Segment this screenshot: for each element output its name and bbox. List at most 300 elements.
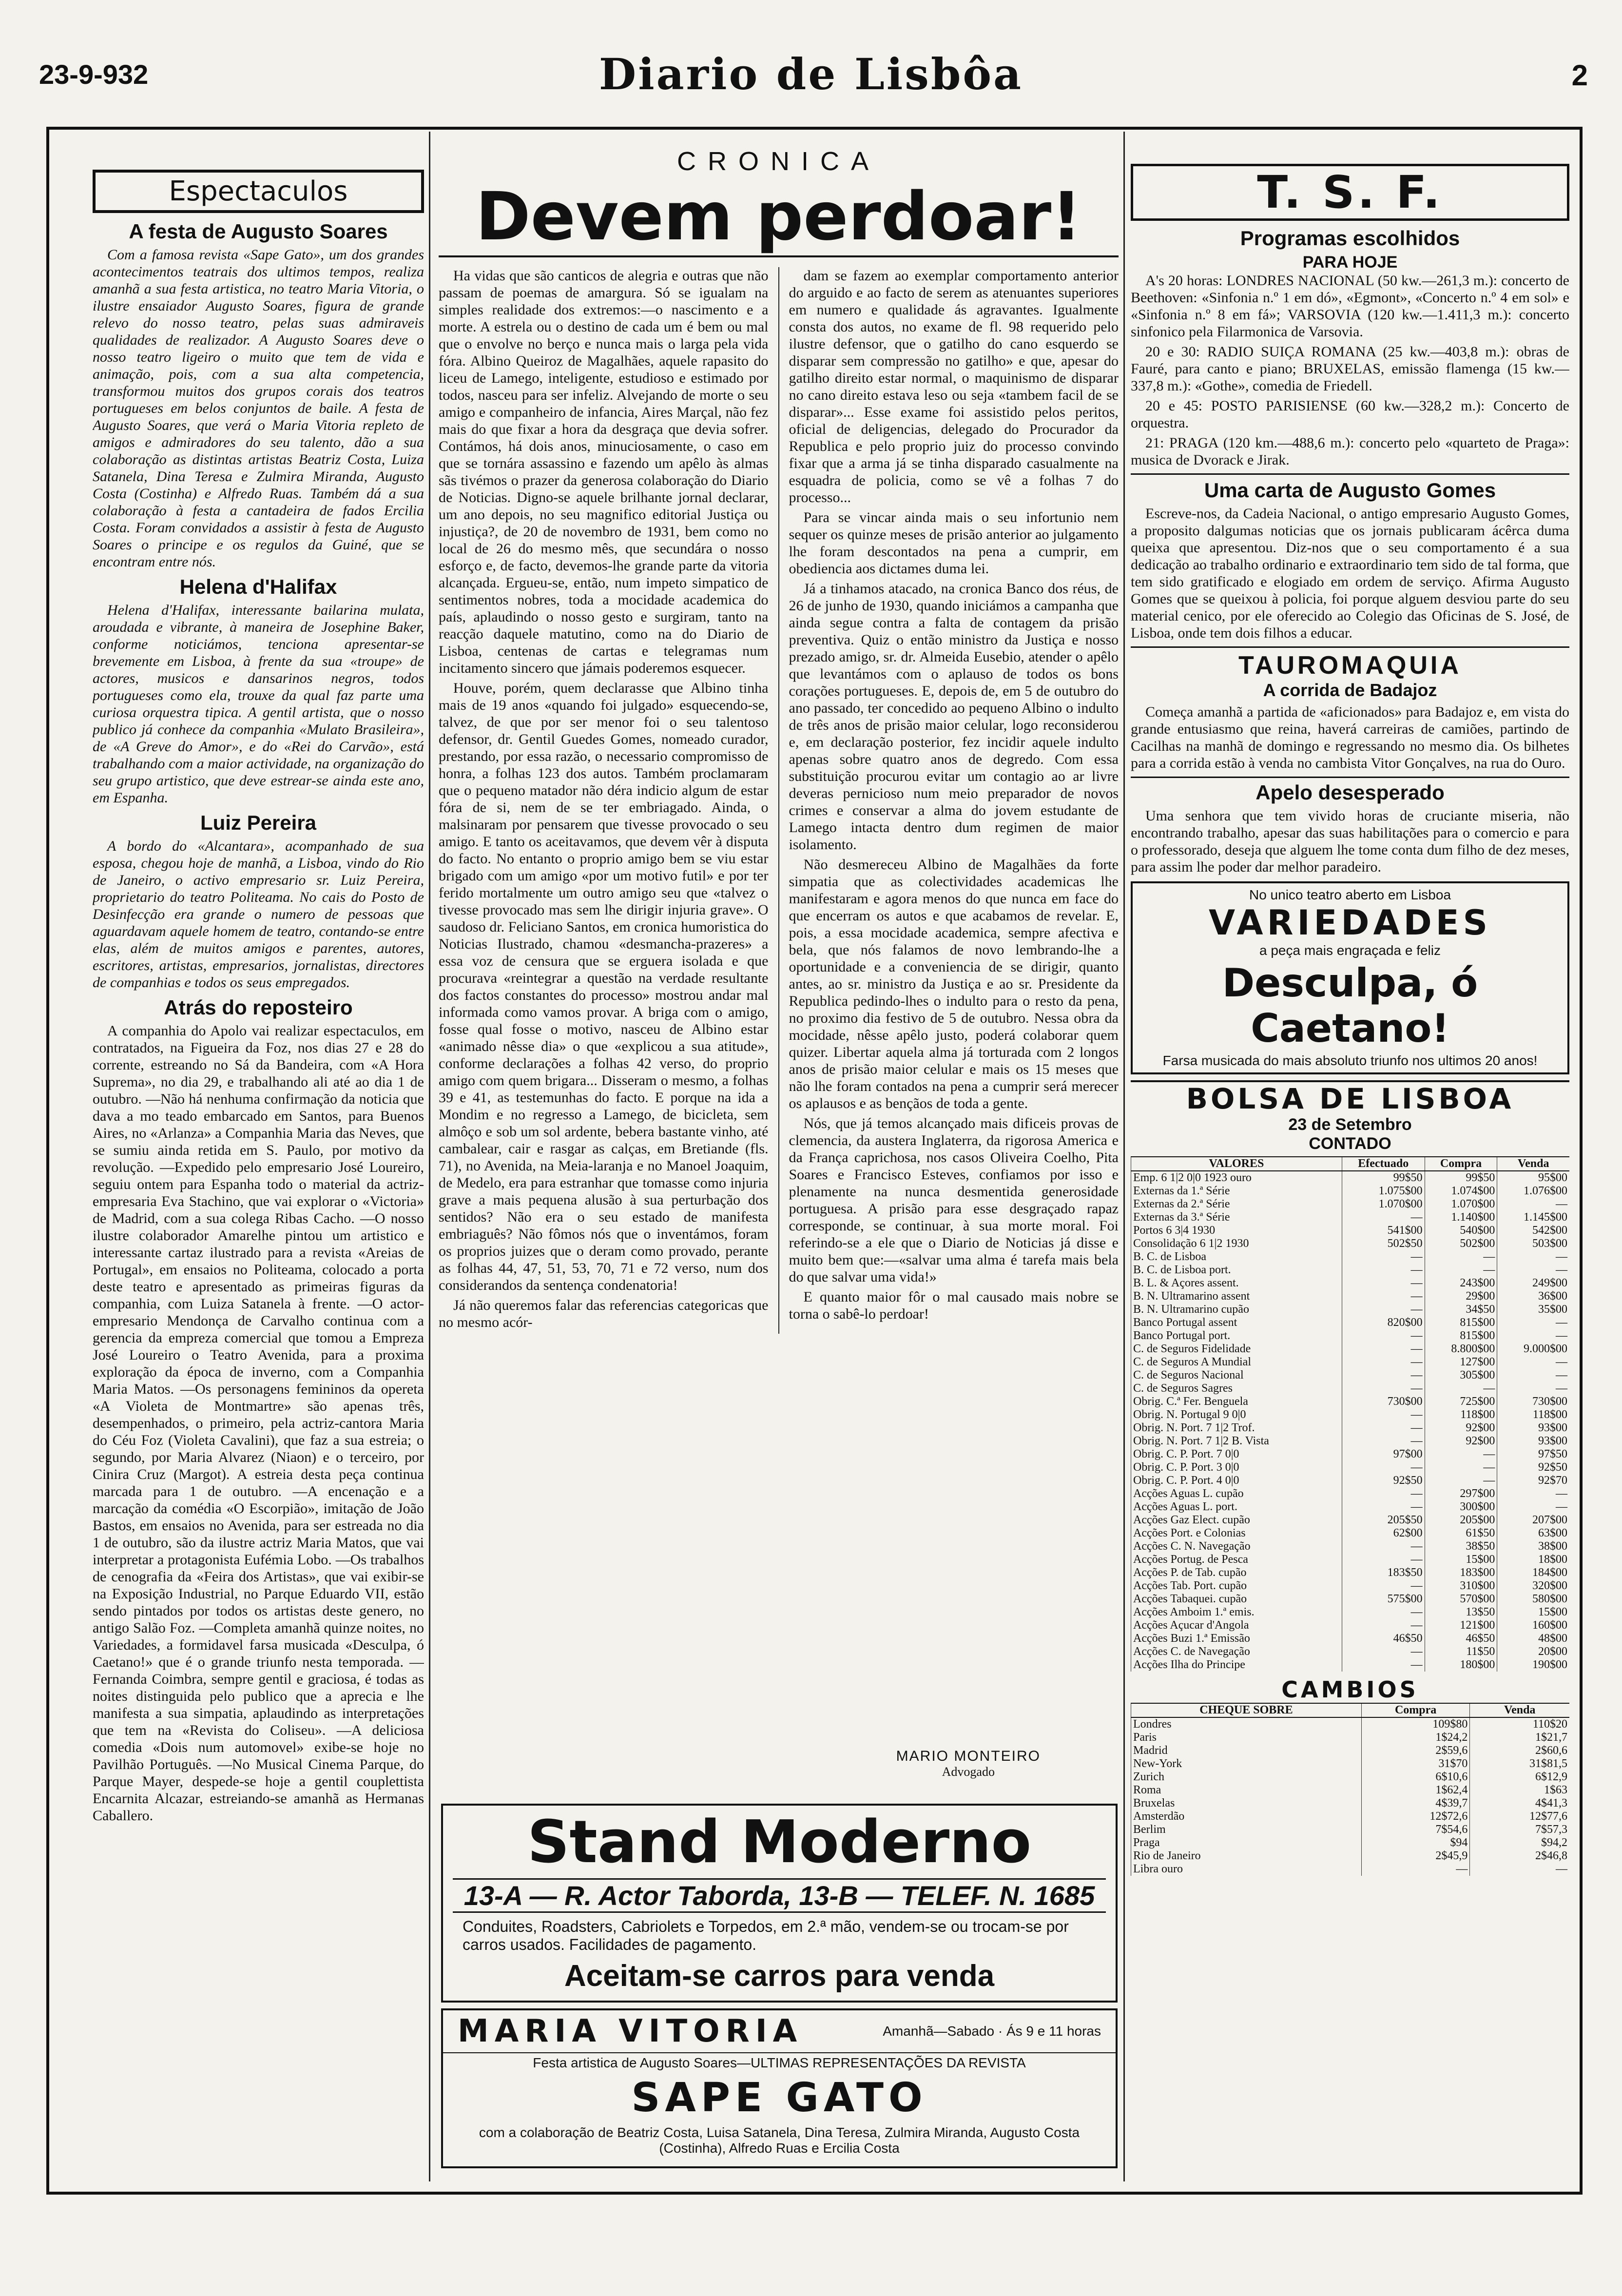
table-cell: 2$46,8	[1470, 1849, 1569, 1863]
table-row	[1131, 1863, 1570, 1876]
table-cell: Acções Buzi 1.ª Emissão	[1131, 1632, 1342, 1645]
tsf-subtitle: Programas escolhidos	[1240, 227, 1460, 250]
table-cell: 575$00	[1342, 1593, 1425, 1606]
table-cell: 92$70	[1497, 1474, 1569, 1487]
table-cell: —	[1425, 1474, 1497, 1487]
spectacle-heading: Atrás do reposteiro	[164, 996, 353, 1019]
table-row	[1131, 1797, 1570, 1810]
table-cell: 12$77,6	[1470, 1810, 1569, 1823]
table-cell: —	[1342, 1211, 1425, 1224]
table-cell: —	[1342, 1461, 1425, 1474]
table-cell: Obrig. C. P. Port. 4 0|0	[1131, 1474, 1342, 1487]
table-cell: 305$00	[1425, 1369, 1497, 1382]
table-cell: Acções C. N. Navegação	[1131, 1540, 1342, 1553]
table-cell: 730$00	[1497, 1395, 1569, 1408]
table-cell: —	[1425, 1264, 1497, 1277]
table-header: Compra	[1361, 1703, 1470, 1717]
table-cell: 320$00	[1497, 1579, 1569, 1593]
chronicle-paragraph: Para se vincar ainda mais o seu infortunio nem sequer os quinze meses de prisão anterior ao julgamento lhe foram descontados na pena a cumprir, em obediencia aos dictames duma lei.	[789, 509, 1119, 577]
table-cell: —	[1342, 1329, 1425, 1343]
table-row	[1131, 1717, 1570, 1731]
table-cell: Obrig. C. P. Port. 7 0|0	[1131, 1448, 1342, 1461]
table-row	[1131, 1823, 1570, 1836]
table-cell: Madrid	[1131, 1744, 1362, 1757]
table-row	[1131, 1771, 1570, 1784]
table-row	[1131, 1461, 1570, 1474]
table-cell: Obrig. N. Port. 7 1|2 B. Vista	[1131, 1435, 1342, 1448]
table-cell: —	[1425, 1382, 1497, 1395]
table-cell: 7$54,6	[1361, 1823, 1470, 1836]
table-cell: 48$00	[1497, 1632, 1569, 1645]
table-row	[1131, 1619, 1570, 1632]
table-cell: 820$00	[1342, 1316, 1425, 1329]
issue-date: 23-9-932	[39, 59, 149, 90]
table-cell: —	[1342, 1606, 1425, 1619]
right-column	[1131, 161, 1569, 2169]
table-cell: 183$50	[1342, 1566, 1425, 1579]
table-cell: 160$00	[1497, 1619, 1569, 1632]
table-cell: —	[1342, 1421, 1425, 1435]
table-cell: 12$72,6	[1361, 1810, 1470, 1823]
table-header: Efectuado	[1342, 1157, 1425, 1171]
table-row	[1131, 1421, 1570, 1435]
ad-title: MARIA VITORIA	[458, 2013, 803, 2049]
table-cell: —	[1497, 1198, 1569, 1211]
table-cell: Roma	[1131, 1784, 1362, 1797]
table-cell: 95$00	[1497, 1171, 1569, 1185]
table-cell: 205$50	[1342, 1514, 1425, 1527]
table-cell: 541$00	[1342, 1224, 1425, 1237]
table-cell: 20$00	[1497, 1645, 1569, 1658]
table-row	[1131, 1211, 1570, 1224]
table-cell: —	[1342, 1277, 1425, 1290]
table-row	[1131, 1343, 1570, 1356]
table-cell: Acções Portug. de Pesca	[1131, 1553, 1342, 1566]
table-row	[1131, 1500, 1570, 1514]
variedades-line1: No unico teatro aberto em Lisboa	[1249, 887, 1451, 902]
table-cell: Banco Portugal assent	[1131, 1316, 1342, 1329]
table-cell: 205$00	[1425, 1514, 1497, 1527]
tsf-program: 21: PRAGA (120 km.—488,6 m.): concerto pelo «quarteto de Praga»: musica de Dvorack e Jirak.	[1131, 435, 1569, 468]
bolsa-title: BOLSA DE LISBOA	[1131, 1080, 1569, 1115]
table-cell: 34$50	[1425, 1303, 1497, 1316]
tsf-program: A's 20 horas: LONDRES NACIONAL (50 kw.—261,3 m.): concerto de Beethoven: «Sinfonia n.º 1 em dó», «Egmont», «Concerto n.º 4 em sol» e «Sinfonia n.º 8 em fá»; VARSOVIA (120 kw.—1.411,3 m.): concerto sinfonico pela Filarmonica de Varsovia.	[1131, 272, 1569, 340]
table-header: CHEQUE SOBRE	[1131, 1703, 1362, 1717]
table-row	[1131, 1836, 1570, 1849]
table-row	[1131, 1316, 1570, 1329]
chronicle-text-col2	[789, 267, 1119, 1334]
table-cell: Acções P. de Tab. cupão	[1131, 1566, 1342, 1579]
cambios-table	[1131, 1703, 1569, 1876]
table-cell: —	[1342, 1303, 1425, 1316]
column-rule	[1123, 132, 1125, 2181]
table-cell: B. C. de Lisboa port.	[1131, 1264, 1342, 1277]
table-cell: 503$00	[1497, 1237, 1569, 1250]
table-cell: Libra ouro	[1131, 1863, 1362, 1876]
table-row	[1131, 1632, 1570, 1645]
chronicle-paragraph: Houve, porém, quem declarasse que Albino tinha mais de 19 anos «quando foi julgado» esquecendo-se, talvez, de que por ser menor foi o seu talentoso defensor, dr. Gentil Guedes Gomes, nomeado curador, prestando, por essa razão, o necessario compromisso de honra, a folhas 123 dos autos. Também proclamaram que o pequeno matador não déra indicio algum de estar fóra de si, nem de se ter embriagado. Ainda, o malsinaram por pensarem que tivesse provocado o seu amigo. E tanto os aceitavamos, que devem vêr à disputa do facto. No entanto o proprio amigo bem se viu estar brigado com um amigo «por um motivo futil» e por ter ferido mortalmente um outro amigo seu que «talvez o tivesse provocado mas sem lhe dirigir injuria grave». O saudoso dr. Feliciano Santos, em cronica humoristica do Noticias Ilustrado, chamou «desmancha-prazeres» a essa voz de censura que se erguera isolada e que procurava «reintegrar a questão na verdade resultante dos factos constantes do processo» mostrou andar mal informada como vamos provar. A briga com o amigo, fosse qual fosse o motivo, nasceu de Albino estar «animado nêsse dia» o que «explicou a sua atitude», conforme declarações a folhas 42 verso, do proprio amigo com quem brigara... Disseram o mesmo, a folhas 39 e 41, as testemunhas do facto. E porque na ida a Mondim e no regresso a Lamego, de bicicleta, sem almôço e sob um sol ardente, bebera bastante vinho, até cambalear, cair e rasgar as calças, em Bretiande (fls. 71), no Avenida, na Meia-laranja e no Manoel Joaquim, de Medelo, era para estranhar que tomasse como injuria grave a mais pequena alusão à sua perturbação dos sentidos? Não era o seu estado de manifesta embriaguês? Não fômos nós que o inventámos, foram os proprios juizes que o deram como provado, perante as folhas 44, 47, 51, 53, 70, 71 e 72 verso, num dos considerandos da sentença condenatoria!	[439, 680, 769, 1293]
table-cell: 99$50	[1425, 1171, 1497, 1185]
table-cell: Acções Ilha do Principe	[1131, 1658, 1342, 1672]
table-cell: 92$50	[1497, 1461, 1569, 1474]
table-cell: 815$00	[1425, 1316, 1497, 1329]
ad-address: 13-A — R. Actor Taborda, 13-B — TELEF. N. 1685	[453, 1878, 1106, 1913]
table-cell: 184$00	[1497, 1566, 1569, 1579]
table-cell: 11$50	[1425, 1645, 1497, 1658]
table-row	[1131, 1593, 1570, 1606]
table-cell: 1.140$00	[1425, 1211, 1497, 1224]
table-cell: —	[1342, 1500, 1425, 1514]
table-cell: —	[1425, 1448, 1497, 1461]
table-cell: 93$00	[1497, 1435, 1569, 1448]
chronicle-paragraph: dam se fazem ao exemplar comportamento anterior do arguido e ao facto de serem as atenuantes superiores em numero e qualidade ás agravantes. Igualmente consta dos autos, no exame de fl. 98 requerido pelo ilustre defensor, que o gatilho do cano esquerdo se disparar sem compressão no gatilho» e que, apesar do gatilho direito estar normal, o maquinismo de disparar no cano direito estava leso ou seja «tambem facil de se disparar»... Esse exame foi assistido pelos peritos, oficial de deligencias, delegado do Procurador da Republica e pelo proprio juiz do processo convindo fixar que a arma já se tinha disparado casualmente na esquadra de policia, como se vê a folhas 7 do processo...	[789, 268, 1119, 506]
table-cell: Externas da 1.ª Série	[1131, 1185, 1342, 1198]
table-cell: C. de Seguros Sagres	[1131, 1382, 1342, 1395]
carta-title: Uma carta de Augusto Gomes	[1131, 473, 1569, 502]
spectacle-heading: A festa de Augusto Soares	[129, 220, 388, 243]
table-cell: 4$41,3	[1470, 1797, 1569, 1810]
table-row	[1131, 1329, 1570, 1343]
table-cell: —	[1342, 1369, 1425, 1382]
table-cell: Londres	[1131, 1717, 1362, 1731]
table-cell: —	[1425, 1461, 1497, 1474]
table-row	[1131, 1658, 1570, 1672]
chronicle-text-col1	[439, 267, 769, 1334]
table-cell: 725$00	[1425, 1395, 1497, 1408]
table-cell: 93$00	[1497, 1421, 1569, 1435]
table-row	[1131, 1395, 1570, 1408]
chronicle-headline: Devem perdoar!	[439, 178, 1119, 257]
table-cell: Consolidação 6 1|2 1930	[1131, 1237, 1342, 1250]
table-cell: 1.076$00	[1497, 1185, 1569, 1198]
table-cell: 7$57,3	[1470, 1823, 1569, 1836]
table-cell: B. L. & Açores assent.	[1131, 1277, 1342, 1290]
table-row	[1131, 1744, 1570, 1757]
table-cell: $94,2	[1470, 1836, 1569, 1849]
table-cell: 13$50	[1425, 1606, 1497, 1619]
table-cell: —	[1497, 1316, 1569, 1329]
table-cell: —	[1497, 1500, 1569, 1514]
table-cell: Paris	[1131, 1731, 1362, 1744]
tauromaquia-subtitle: A corrida de Badajoz	[1263, 680, 1437, 700]
table-row	[1131, 1448, 1570, 1461]
table-row	[1131, 1264, 1570, 1277]
table-cell: 92$50	[1342, 1474, 1425, 1487]
table-cell: 121$00	[1425, 1619, 1497, 1632]
apelo-text: Uma senhora que tem vivido horas de cruciante miseria, não encontrando trabalho, apesar das suas habilitações para o comercio e para o professorado, deseja que alguem lhe tome conta dum filho de dez meses, para assim lhe poder dar melhor paradeiro.	[1131, 808, 1569, 875]
table-cell: —	[1497, 1329, 1569, 1343]
table-header: Venda	[1497, 1157, 1569, 1171]
table-cell: 180$00	[1425, 1658, 1497, 1672]
table-cell: C. de Seguros Fidelidade	[1131, 1343, 1342, 1356]
variedades-show: Desculpa, ó Caetano!	[1222, 960, 1478, 1051]
table-cell: 540$00	[1425, 1224, 1497, 1237]
table-row	[1131, 1277, 1570, 1290]
table-cell: 6$10,6	[1361, 1771, 1470, 1784]
table-cell: New-York	[1131, 1757, 1362, 1771]
chronicle-paragraph: Ha vidas que são canticos de alegria e outras que não passam de poemas de amargura. Só se igualam na simples realidade dos extremos:—o nascimento e a morte. A estrela ou o destino de cada um é bem ou mal que o envolve no berço e nunca mais o larga pela vida fóra. Albino Queiroz de Magalhães, aquele rapasito do liceu de Lamego, inteligente, estudioso e estimado por todos, nasceu para ser infeliz. Alvejando de morte o seu amigo e companheiro de infancia, Aires Marçal, não fez mais do que fixar a hora da desgraça que devia sofrer. Contámos, há dois anos, minuciosamente, o caso em que se tornára assassino e fazendo um apêlo às almas sãs tivémos o prazer da generosa colaboração do Diario de Noticias. Digno-se aquele brilhante jornal declarar, um ano depois, no seu magnifico editorial Justiça ou injustiça?, de 20 de novembro de 1931, bem como no local de 26 do mesmo mês, que secundára o nosso esforço e, de facto, devemos-lhe grande parte da vitoria alcançada. Ergueu-se, então, num impeto simpatico de sentimentos nobres, toda a mocidade academica do país, aplaudindo o nosso gesto e surgiram, tanto na reacção daquele matutino, como na do Diario de Lisboa, centenas de cartas e telegramas num incitamento sincero que jámais poderemos esquecer.	[439, 268, 769, 676]
spectacles-list	[93, 220, 424, 1824]
table-cell: 38$00	[1497, 1540, 1569, 1553]
table-row	[1131, 1540, 1570, 1553]
table-cell: 1$24,2	[1361, 1731, 1470, 1744]
table-cell: —	[1342, 1264, 1425, 1277]
stand-moderno-ad	[441, 1804, 1118, 2003]
table-cell: —	[1497, 1487, 1569, 1500]
table-row	[1131, 1474, 1570, 1487]
table-cell: Obrig. N. Port. 7 1|2 Trof.	[1131, 1421, 1342, 1435]
table-cell: Zurich	[1131, 1771, 1362, 1784]
table-cell: Portos 6 3|4 1930	[1131, 1224, 1342, 1237]
column-rule	[429, 132, 430, 2181]
table-cell: 4$39,7	[1361, 1797, 1470, 1810]
table-cell: 542$00	[1497, 1224, 1569, 1237]
table-cell: —	[1342, 1290, 1425, 1303]
table-cell: 62$00	[1342, 1527, 1425, 1540]
table-cell: 118$00	[1497, 1408, 1569, 1421]
table-cell: —	[1497, 1250, 1569, 1264]
table-cell: Externas da 2.ª Série	[1131, 1198, 1342, 1211]
table-cell: 31$81,5	[1470, 1757, 1569, 1771]
variedades-line3: Farsa musicada do mais absoluto triunfo nos ultimos 20 anos!	[1162, 1053, 1538, 1068]
table-cell: Acções Aguas L. port.	[1131, 1500, 1342, 1514]
table-cell: —	[1342, 1343, 1425, 1356]
table-cell: 92$00	[1425, 1435, 1497, 1448]
table-cell: —	[1342, 1645, 1425, 1658]
chronicle-paragraph: Já não queremos falar das referencias categoricas que no mesmo acór-	[439, 1297, 769, 1330]
variedades-title: VARIEDADES	[1209, 903, 1491, 943]
table-cell: Obrig. N. Portugal 9 0|0	[1131, 1408, 1342, 1421]
table-cell: Acções Port. e Colonias	[1131, 1527, 1342, 1540]
table-cell: B. N. Ultramarino assent	[1131, 1290, 1342, 1303]
cambios-title: CAMBIOS	[1281, 1676, 1419, 1703]
table-cell: 249$00	[1497, 1277, 1569, 1290]
table-cell: 29$00	[1425, 1290, 1497, 1303]
ad-show-title: SAPE GATO	[631, 2075, 927, 2121]
table-cell: —	[1425, 1250, 1497, 1264]
table-row	[1131, 1810, 1570, 1823]
table-row	[1131, 1237, 1570, 1250]
table-cell: 183$00	[1425, 1566, 1497, 1579]
table-cell: Praga	[1131, 1836, 1362, 1849]
table-row	[1131, 1731, 1570, 1744]
carta-text: Escreve-nos, da Cadeia Nacional, o antigo empresario Augusto Gomes, a proposito dalgumas noticias que os jornais publicaram ácêrca duma queixa que apresentou. Diz-nos que o seu comportamento é a sua dedicação ao trabalho ordinario e extraordinario tem sido de tal forma, que tem sido gratificado e elogiado em ordem de serviço. Afirma Augusto Gomes que se queixou à policia, foi porque alguem desviou parte do seu material cenico, por ele oferecido ao Colegio das Oficinas de S. José, de Lisboa, onde tem dois filhos a educar.	[1131, 506, 1569, 641]
table-cell: 2$59,6	[1361, 1744, 1470, 1757]
table-cell: Acções Tab. Port. cupão	[1131, 1579, 1342, 1593]
table-cell: Acções C. de Navegação	[1131, 1645, 1342, 1658]
bolsa-subtitle: CONTADO	[1309, 1134, 1391, 1153]
table-row	[1131, 1579, 1570, 1593]
table-row	[1131, 1514, 1570, 1527]
table-row	[1131, 1757, 1570, 1771]
tauromaquia-title: TAUROMAQUIA	[1131, 646, 1569, 680]
table-cell: 502$50	[1342, 1237, 1425, 1250]
table-cell: 15$00	[1425, 1553, 1497, 1566]
tauromaquia-text: Começa amanhã a partida de «aficionados» para Badajoz e, em vista do grande entusiasmo que reina, haverá carreiras de camiões, partindo de Cacilhas na manhã de domingo e regressando no mesmo dia. Os bilhetes para a corrida estão à venda no cambista Vitor Gonçalves, na rua do Ouro.	[1131, 704, 1569, 771]
table-row	[1131, 1553, 1570, 1566]
table-cell: Berlim	[1131, 1823, 1362, 1836]
table-row	[1131, 1369, 1570, 1382]
table-cell: 2$60,6	[1470, 1744, 1569, 1757]
spectacle-text: A bordo do «Alcantara», acompanhado de sua esposa, chegou hoje de manhã, a Lisboa, vindo do Rio de Janeiro, o activo empresario sr. Luiz Pereira, proprietario do teatro Politeama. No cais do Posto de Desinfecção era grande o numero de pessoas que aguardavam aquele homem de teatro, contando-se entre elas, além de muitos amigos e parentes, autores, escritores, artistas, empresarios, jornalistas, directores de companhias e todos os seus empregados.	[93, 838, 424, 991]
table-cell: 61$50	[1425, 1527, 1497, 1540]
table-cell: C. de Seguros Nacional	[1131, 1369, 1342, 1382]
table-cell: 97$00	[1342, 1448, 1425, 1461]
table-cell: —	[1342, 1382, 1425, 1395]
table-row	[1131, 1606, 1570, 1619]
table-cell: —	[1342, 1658, 1425, 1672]
table-cell: 35$00	[1497, 1303, 1569, 1316]
table-cell: B. N. Ultramarino cupão	[1131, 1303, 1342, 1316]
table-cell: 9.000$00	[1497, 1343, 1569, 1356]
table-cell: 18$00	[1497, 1553, 1569, 1566]
table-cell: 1$21,7	[1470, 1731, 1569, 1744]
author-role: Advogado	[942, 1765, 995, 1779]
table-cell: Obrig. C.ª Fer. Benguela	[1131, 1395, 1342, 1408]
chronicle-paragraph: Nós, que já temos alcançado mais dificeis provas de clemencia, da austera Inglaterra, da rigorosa America e da França caprichosa, nos casos Oliveira Coelho, Pita Soares e Francisco Esteves, confiamos por isso e plenamente na nunca desmentida generosidade portuguesa. A prisão para esse desgraçado rapaz corresponde, se continuar, à sua morte moral. Foi referindo-se a ele que o Diario de Noticias já disse e muito bem que:—«salvar uma alma é tarefa mais bela do que salvar uma vida!»	[789, 1115, 1119, 1285]
table-row	[1131, 1356, 1570, 1369]
table-cell: 310$00	[1425, 1579, 1497, 1593]
ad-description: Conduites, Roadsters, Cabriolets e Torpedos, em 2.ª mão, vendem-se ou trocam-se por carros usados. Facilidades de pagamento.	[463, 1918, 1069, 1953]
table-cell: 1.145$00	[1497, 1211, 1569, 1224]
table-row	[1131, 1435, 1570, 1448]
table-cell: Amsterdão	[1131, 1810, 1362, 1823]
spectacle-text: A companhia do Apolo vai realizar espectaculos, em contratados, na Figueira da Foz, nos dias 27 e 28 do corrente, estreando no Sá da Bandeira, com «A Hora Suprema», no dia 29, e trabalhando ali até ao dia 1 de outubro. —Não há nenhuma confirmação da noticia que dava a mo teado embarcado em Santos, para Buenos Aires, no «Arlanza» a Companhia Maria das Neves, que se sumiu ainda retida em S. Paulo, por motivo da revolução. —Expedido pelo empresario José Loureiro, seguiu ontem para Espanha todo o material da actriz-empresaria Eva Stachino, que vai explorar o «Victoria» de Madrid, com a sua colega Ribas Cacho. —O nosso ilustre colaborador Amarelhe pintou um artistico e interessante cartaz ilustrado para a revista «Areias de Portugal», em ensaios no Politeama, colocado a porta deste teatro e apresentado as primeiras figuras da companhia, com Luiza Satanela à frente. —O actor-empresario Mendonça de Carvalho continua com a gerencia da empreza comercial que tomou a Empreza José Loureiro o Teatro Avenida, para a proxima exploração da época de inverno, com a Companhia Maria Matos. —Os personagens femininos da opereta «A Violeta de Montmartre» são apenas três, desempenhados, o primeiro, pela actriz-cantora Maria do Céu Foz (Violeta Cavalini), que faz a sua estreia; o segundo, por Maria Alvarez (Niaon) e o terceiro, por Cinira Cruz (Margot). A estreia desta peça continua marcada para 1 de outubro. —A encenação e a marcação da comédia «O Escorpião», imitação de João Bastos, em ensaios no Avenida, para ser estreada no dia 1 de outubro, são da ilustre actriz Maria Matos, que vai interpretar a protagonista Eufémia Lobo. —Os trabalhos de cenografia da «Feira dos Artistas», que vai exibir-se na Exposição Industrial, no Parque Eduardo VII, estão sendo pintados por todos os artistas deste genero, no antigo Salão Foz. —Completa amanhã quinze noites, no Variedades, a formidavel farsa musicada «Desculpa, ó Caetano!» que é o grande triunfo nesta temporada. —Fernanda Coimbra, sempre gentil e graciosa, é todas as noites distinguida pelo publico que a aprecia e lhe manifesta a sua simpatia, aplaudindo as interpretações que tem na «Revista do Coliseu». —A deliciosa comedia «Dois num automovel» exibe-se hoje no Pavilhão Português. —No Musical Cinema Parque, do Parque Mayer, despede-se hoje a gentil couplettista Encarnita Alcazar, estreiando-se amanhã as Hermanas Caballero.	[93, 1023, 424, 1824]
table-cell: —	[1342, 1487, 1425, 1500]
chronicle-paragraph: E quanto maior fôr o mal causado mais nobre se torna o sabê-lo perdoar!	[789, 1289, 1119, 1322]
variedades-line2: a peça mais engraçada e feliz	[1259, 943, 1441, 958]
table-cell: —	[1342, 1579, 1425, 1593]
tsf-today: PARA HOJE	[1302, 253, 1398, 272]
table-cell: —	[1497, 1356, 1569, 1369]
newspaper-title: Diario de Lisbôa	[599, 49, 1023, 99]
tsf-program: 20 e 45: POSTO PARISIENSE (60 kw.—328,2 m.): Concerto de orquestra.	[1131, 398, 1569, 431]
table-cell: —	[1497, 1382, 1569, 1395]
chronicle-paragraph: Já a tinhamos atacado, na cronica Banco dos réus, de 26 de junho de 1930, quando iniciámos a campanha que ainda segue contra a falta de contagem da prisão preventiva. Quiz o então ministro da Justiça e nosso prezado amigo, sr. dr. Almeida Eusebio, atender o apêlo que levantámos com o aplauso de todos os bons corações portugueses. E, depois de, em 5 de outubro do ano passado, ter concedido ao pequeno Albino o indulto de três anos de prisão maior celular, logo reconsiderou e, em declaração posterior, fez incidir aquele indulto apenas sobre quatro anos de degredo. Com essa substituição procurou evitar um contagio ao ar livre deveras pernicioso num meio preparador de novos crimes e conservar a alma do jovem estudante de Lamego intacta dentro dum regimen de maior isolamento.	[789, 581, 1119, 853]
table-cell: 815$00	[1425, 1329, 1497, 1343]
ad-cast: com a colaboração de Beatriz Costa, Luisa Satanela, Dina Teresa, Zulmira Miranda, Augusto Costa (Costinha), Alfredo Ruas e Ercilia Costa	[479, 2125, 1080, 2156]
table-cell: Acções Tabaquei. cupão	[1131, 1593, 1342, 1606]
table-cell: 207$00	[1497, 1514, 1569, 1527]
table-cell: —	[1497, 1369, 1569, 1382]
table-cell: 243$00	[1425, 1277, 1497, 1290]
table-cell: C. de Seguros A Mundial	[1131, 1356, 1342, 1369]
table-cell: 190$00	[1497, 1658, 1569, 1672]
tsf-program: 20 e 30: RADIO SUIÇA ROMANA (25 kw.—403,8 m.): obras de Fauré, para canto e piano; BRUXELAS, emissão flamenga (15 kw.—337,8 m.): «Gothe», comedia de Friedell.	[1131, 344, 1569, 394]
table-cell: $94	[1361, 1836, 1470, 1849]
table-cell: 297$00	[1425, 1487, 1497, 1500]
ad-title: Stand Moderno	[527, 1809, 1032, 1876]
table-row	[1131, 1408, 1570, 1421]
table-cell: 502$00	[1425, 1237, 1497, 1250]
table-cell: 31$70	[1361, 1757, 1470, 1771]
table-row	[1131, 1185, 1570, 1198]
section-title: Espectaculos	[93, 170, 424, 213]
table-cell: —	[1342, 1408, 1425, 1421]
table-cell: 118$00	[1425, 1408, 1497, 1421]
table-cell: 63$00	[1497, 1527, 1569, 1540]
table-cell: —	[1342, 1435, 1425, 1448]
chronicle-column	[439, 146, 1119, 1794]
table-row	[1131, 1382, 1570, 1395]
chronicle-kicker: CRONICA	[676, 147, 880, 176]
table-cell: —	[1342, 1619, 1425, 1632]
table-cell: 99$50	[1342, 1171, 1425, 1185]
table-row	[1131, 1849, 1570, 1863]
table-cell: 1$62,4	[1361, 1784, 1470, 1797]
table-cell: 570$00	[1425, 1593, 1497, 1606]
table-cell: —	[1342, 1540, 1425, 1553]
tsf-title: T. S. F.	[1131, 164, 1569, 221]
table-cell: 8.800$00	[1425, 1343, 1497, 1356]
table-cell: Banco Portugal port.	[1131, 1329, 1342, 1343]
table-row	[1131, 1566, 1570, 1579]
ad-subtitle: Festa artistica de Augusto Soares—ULTIMAS REPRESENTAÇÕES DA REVISTA	[443, 2052, 1116, 2071]
table-cell: 730$00	[1342, 1395, 1425, 1408]
table-cell: Acções Aguas L. cupão	[1131, 1487, 1342, 1500]
table-cell: 1.074$00	[1425, 1185, 1497, 1198]
table-row	[1131, 1290, 1570, 1303]
ad-footer: Aceitam-se carros para venda	[564, 1959, 995, 1993]
table-cell: Bruxelas	[1131, 1797, 1362, 1810]
table-cell: —	[1470, 1863, 1569, 1876]
table-cell: Acções Amboim 1.ª emis.	[1131, 1606, 1342, 1619]
table-row	[1131, 1303, 1570, 1316]
table-cell: 1$63	[1470, 1784, 1569, 1797]
maria-vitoria-ad	[441, 2008, 1118, 2168]
table-cell: 2$45,9	[1361, 1849, 1470, 1863]
table-cell: Rio de Janeiro	[1131, 1849, 1362, 1863]
table-cell: Emp. 6 1|2 0|0 1923 ouro	[1131, 1171, 1342, 1185]
table-cell: Acções Açucar d'Angola	[1131, 1619, 1342, 1632]
table-cell: —	[1497, 1264, 1569, 1277]
table-cell: 97$50	[1497, 1448, 1569, 1461]
table-cell: 38$50	[1425, 1540, 1497, 1553]
table-cell: —	[1361, 1863, 1470, 1876]
author-name: MARIO MONTEIRO	[896, 1748, 1041, 1764]
table-cell: 15$00	[1497, 1606, 1569, 1619]
spectacle-heading: Helena d'Halifax	[179, 575, 337, 598]
tsf-programs	[1131, 272, 1569, 468]
table-row	[1131, 1645, 1570, 1658]
table-cell: 1.070$00	[1425, 1198, 1497, 1211]
table-cell: 109$80	[1361, 1717, 1470, 1731]
table-cell: B. C. de Lisboa	[1131, 1250, 1342, 1264]
table-cell: 46$50	[1342, 1632, 1425, 1645]
spectacle-text: Com a famosa revista «Sape Gato», um dos grandes acontecimentos teatrais dos ultimos tempos, realiza amanhã a sua festa artistica, no teatro Maria Vitoria, o ilustre ensaiador Augusto Soares, figura de grande relevo do nosso teatro, pelas suas admiraveis qualidades de realizador. A Augusto Soares deve o nosso teatro ligeiro o muito que tem de vida e animação, pois, com a sua alta competencia, transformou muitos dos grupos corais dos teatros portugueses em belos conjuntos de baile. A festa de Augusto Soares, que verá o Maria Vitoria repleto de amigos e admiradores do seu talento, dão a sua colaboração as distintas artistas Beatriz Costa, Luiza Satanela, Dina Teresa e Zulmira Miranda, Augusto Costa (Costinha) e Alfredo Ruas. Também dá a sua colaboração à festa a cantadeira de fados Ercilia Costa. Foram convidados a assistir à festa de Augusto Soares o principe e os regulos da Guiné, que se encontram entre nós.	[93, 247, 424, 570]
ad-dates: Amanhã—Sabado · Ás 9 e 11 horas	[883, 2024, 1101, 2039]
table-cell: —	[1342, 1250, 1425, 1264]
apelo-title: Apelo desesperado	[1131, 777, 1569, 804]
table-cell: 300$00	[1425, 1500, 1497, 1514]
table-cell: 1.075$00	[1342, 1185, 1425, 1198]
table-cell: 580$00	[1497, 1593, 1569, 1606]
table-row	[1131, 1198, 1570, 1211]
table-row	[1131, 1527, 1570, 1540]
table-row	[1131, 1784, 1570, 1797]
table-header: VALORES	[1131, 1157, 1342, 1171]
table-cell: Acções Gaz Elect. cupão	[1131, 1514, 1342, 1527]
chronicle-paragraph: Não desmereceu Albino de Magalhães da forte simpatia que as colectividades academicas lhe manifestaram e agora menos do que nunca em face do que encerram os autos e que acabamos de revelar. E, pois, a essa mocidade academica, sempre afectiva e bela, que nós falamos de novo lembrando-lhe a oportunidade e a conveniencia de se dirigir, quanto antes, ao sr. ministro da Justiça e ao sr. Presidente da Republica pedindo-lhes o indulto para o resto da pena, no proximo dia festivo de 5 de outubro. Nessa obra da mocidade, nêsse apêlo justo, poderá colaborar quem quizer. Libertar aquela alma já torturada com 2 longos anos de prisão maior celular e mais os 15 meses que não lhe foram contados na pena a cumprir será merecer os aplausos e as bençãos de toda a gente.	[789, 856, 1119, 1111]
table-cell: 127$00	[1425, 1356, 1497, 1369]
table-cell: Obrig. C. P. Port. 3 0|0	[1131, 1461, 1342, 1474]
table-header: Compra	[1425, 1157, 1497, 1171]
table-row	[1131, 1487, 1570, 1500]
table-cell: 110$20	[1470, 1717, 1569, 1731]
variedades-ad	[1131, 881, 1569, 1074]
bolsa-date: 23 de Setembro	[1288, 1115, 1412, 1134]
spectacle-text: Helena d'Halifax, interessante bailarina mulata, aroudada e vibrante, à maneira de Josephine Baker, conforme noticiámos, tenciona apresentar-se brevemente em Lisboa, à frente da sua «troupe» de actores, musicos e dansarinos negros, todos portugueses como ela, trouxe da qual faz parte uma curiosa orquestra tipica. A gentil artista, que o nosso publico já conhece da companhia «Mulato Brasileira», de «A Greve do Amor», e do «Rei do Carvão», está trabalhando com a maior actividade, na organização do seu grupo artistico, que deve estrear-se ainda este ano, em Espanha.	[93, 602, 424, 806]
